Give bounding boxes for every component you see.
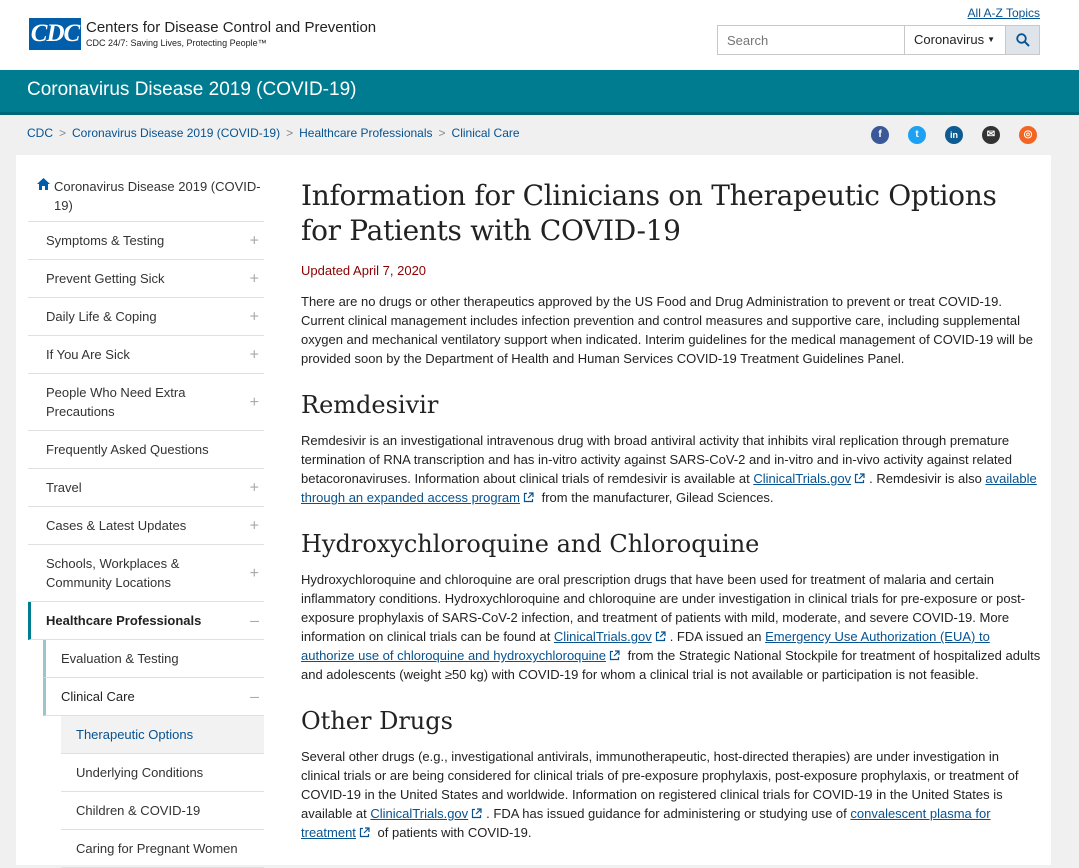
sidebar-item-label: Children & COVID-19	[76, 803, 201, 818]
section-heading-other-drugs: Other Drugs	[301, 707, 453, 735]
intro-paragraph: There are no drugs or other therapeutics approved by the US Food and Drug Administration to prevent or treat COVID-19. Current clinical management includes infection prevention and control measures and supportive care, including supplemental oxygen and mechanical ventilatory support when indicated. Interim guidelines for the medical management of COVID-19 will be provided soon by the Department of Health and Human Services COVID-19 Treatment Guidelines Panel.	[301, 294, 1033, 366]
search-button[interactable]	[1005, 26, 1039, 54]
paragraph-text: . FDA issued an	[669, 629, 766, 644]
external-link-icon	[359, 827, 370, 838]
sidebar-item-label: Cases & Latest Updates	[46, 518, 187, 533]
sidebar-item-cases-updates[interactable]	[28, 507, 264, 545]
sidebar-item-label: Caring for Pregnant Women	[76, 841, 238, 856]
paragraph-text: . Remdesivir is also	[869, 471, 986, 486]
expand-plus-icon[interactable]: +	[249, 565, 259, 582]
syndicate-icon[interactable]: ◎	[1019, 126, 1037, 144]
breadcrumb-cdc[interactable]: CDC	[27, 126, 53, 140]
search-input[interactable]	[718, 26, 904, 54]
sidebar-item-symptoms-testing[interactable]	[28, 222, 264, 260]
sidebar-item-label: Symptoms & Testing	[46, 233, 165, 248]
facebook-icon[interactable]: f	[871, 126, 889, 144]
twitter-icon[interactable]: t	[908, 126, 926, 144]
sidebar-subsubitem-pregnant-women[interactable]	[61, 830, 264, 868]
search-scope-label: Coronavirus	[914, 32, 985, 47]
sidebar-item-label: Healthcare Professionals	[46, 613, 202, 628]
sidebar-item-travel[interactable]	[28, 469, 264, 507]
collapse-minus-icon[interactable]: –	[250, 688, 259, 705]
sidebar-home[interactable]	[28, 170, 264, 222]
section-heading-hcq: Hydroxychloroquine and Chloroquine	[301, 530, 760, 558]
expand-plus-icon[interactable]: +	[249, 346, 259, 363]
expand-plus-icon[interactable]: +	[249, 270, 259, 287]
az-topics-link[interactable]: All A-Z Topics	[967, 6, 1040, 20]
sidebar-item-schools-workplaces[interactable]	[28, 545, 264, 602]
expand-plus-icon[interactable]: +	[249, 517, 259, 534]
remdesivir-paragraph	[301, 431, 1041, 507]
sidebar-item-faq[interactable]	[28, 431, 264, 469]
sidebar-item-label: Clinical Care	[61, 689, 135, 704]
paragraph-text: . FDA has issued guidance for administering or studying use of	[486, 806, 851, 821]
expand-plus-icon[interactable]: +	[249, 479, 259, 496]
sidebar-item-if-you-are-sick[interactable]	[28, 336, 264, 374]
sidebar-subsubitem-underlying-conditions[interactable]	[61, 754, 264, 792]
external-link-icon	[609, 650, 620, 661]
paragraph-text: Hydroxychloroquine and chloroquine are oral prescription drugs that have been used for treatment of malaria and certain inflammatory conditions. Hydroxychloroquine and chloroquine are under investigation in clinical trials for pre-exposure or post-exposure prophylaxis of SARS-CoV-2 infection, and treatment of patients with mild, moderate, and severe COVID-19. More information on clinical trials can be found at	[301, 572, 1026, 644]
breadcrumb: CDC > Coronavirus Disease 2019 (COVID-19) > Healthcare Professionals > Clinical Care	[27, 126, 520, 140]
hcq-paragraph	[301, 570, 1041, 684]
sidebar-item-label: Schools, Workplaces & Community Locations	[46, 556, 180, 590]
linkedin-icon[interactable]: in	[945, 126, 963, 144]
paragraph-text: of patients with COVID-19.	[373, 825, 532, 840]
external-link-icon	[655, 631, 666, 642]
page-title: Information for Clinicians on Therapeutic Options for Patients with COVID-19	[301, 179, 997, 247]
expand-plus-icon[interactable]: +	[249, 232, 259, 249]
main-content	[301, 178, 1041, 842]
tagline: CDC 24/7: Saving Lives, Protecting People™	[86, 38, 267, 48]
search-scope-dropdown[interactable]	[904, 26, 1004, 54]
clinicaltrials-link[interactable]: ClinicalTrials.gov	[370, 806, 469, 821]
sidebar-item-prevent-getting-sick[interactable]	[28, 260, 264, 298]
collapse-minus-icon[interactable]: –	[250, 612, 259, 629]
search-bar	[717, 25, 1040, 55]
sidebar-subsubitem-children[interactable]	[61, 792, 264, 830]
topic-title[interactable]: Coronavirus Disease 2019 (COVID-19)	[27, 79, 357, 100]
sidebar-item-label: Travel	[46, 480, 82, 495]
sidebar-item-label: If You Are Sick	[46, 347, 130, 362]
expand-plus-icon[interactable]: +	[249, 394, 259, 411]
org-name[interactable]: Centers for Disease Control and Prevention	[86, 19, 377, 36]
paragraph-text: Remdesivir is an investigational intravenous drug with broad antiviral activity that inhibits viral replication through premature termination of RNA transcription and has in-vitro activity against SARS-CoV-2 and in-vitro and in-vivo activity against related betacoronaviruses. Information about clinical trials of remdesivir is available at	[301, 433, 1012, 486]
sidebar-item-label: Daily Life & Coping	[46, 309, 157, 324]
external-link-icon	[471, 808, 482, 819]
breadcrumb-clinical-care[interactable]: Clinical Care	[451, 126, 520, 140]
other-drugs-paragraph	[301, 747, 1041, 842]
search-icon	[1016, 33, 1030, 47]
clinicaltrials-link[interactable]: ClinicalTrials.gov	[753, 471, 852, 486]
clinicaltrials-link[interactable]: ClinicalTrials.gov	[553, 629, 652, 644]
sidebar-subitem-clinical-care[interactable]	[43, 678, 264, 716]
breadcrumb-healthcare-professionals[interactable]: Healthcare Professionals	[299, 126, 433, 140]
external-link-icon	[854, 473, 865, 484]
sidebar-item-healthcare-professionals[interactable]	[28, 602, 264, 640]
eua-link[interactable]: Emergency Use Authorization (EUA) to authorize use of chloroquine and hydroxychloroquine	[301, 629, 990, 663]
expand-plus-icon[interactable]: +	[249, 308, 259, 325]
expanded-access-link[interactable]: available through an expanded access program	[301, 471, 1037, 505]
sidebar-item-label: Underlying Conditions	[76, 765, 204, 780]
sidebar-item-label: Evaluation & Testing	[61, 651, 179, 666]
section-heading-remdesivir: Remdesivir	[301, 391, 439, 419]
home-icon	[37, 178, 50, 190]
paragraph-text: Several other drugs (e.g., investigational antivirals, immunotherapeutic, host-directed therapies) are under investigation in clinical trials or are being considered for clinical trials of pre-exposure prophylaxis, post-exposure prophylaxis, or treatment of COVID-19 in the United States and worldwide. Information on registered clinical trials for COVID-19 in the United States is available at	[301, 749, 1019, 821]
external-link-icon	[523, 492, 534, 503]
sidebar-home-label: Coronavirus Disease 2019 (COVID-19)	[54, 179, 261, 213]
paragraph-text: from the manufacturer, Gilead Sciences.	[537, 490, 774, 505]
email-icon[interactable]: ✉	[982, 126, 1000, 144]
sidebar-subitem-evaluation-testing[interactable]	[43, 640, 264, 678]
sidebar-item-label: Therapeutic Options	[76, 727, 194, 742]
breadcrumb-covid19[interactable]: Coronavirus Disease 2019 (COVID-19)	[72, 126, 281, 140]
paragraph-text: from the Strategic National Stockpile for treatment of hospitalized adults and adolescents (weight ≥50 kg) with COVID-19 for whom a clinical trial is not available or participation is not feasible.	[301, 648, 1041, 682]
sidebar-subsubitem-therapeutic-options[interactable]	[61, 716, 264, 754]
caret-down-icon: ▼	[987, 35, 996, 44]
updated-date: Updated April 7, 2020	[301, 263, 427, 278]
sidebar-nav	[28, 170, 264, 868]
convalescent-plasma-link[interactable]: convalescent plasma for treatment	[301, 806, 991, 840]
sidebar-item-label: Frequently Asked Questions	[46, 442, 209, 457]
cdc-logo[interactable]: CDC	[29, 18, 81, 50]
sidebar-item-label: Prevent Getting Sick	[46, 271, 165, 286]
sidebar-item-extra-precautions[interactable]	[28, 374, 264, 431]
site-header	[0, 0, 1079, 70]
topic-bar	[0, 70, 1079, 115]
sidebar-item-label: People Who Need Extra Precautions	[46, 385, 186, 419]
sidebar-item-daily-life[interactable]	[28, 298, 264, 336]
